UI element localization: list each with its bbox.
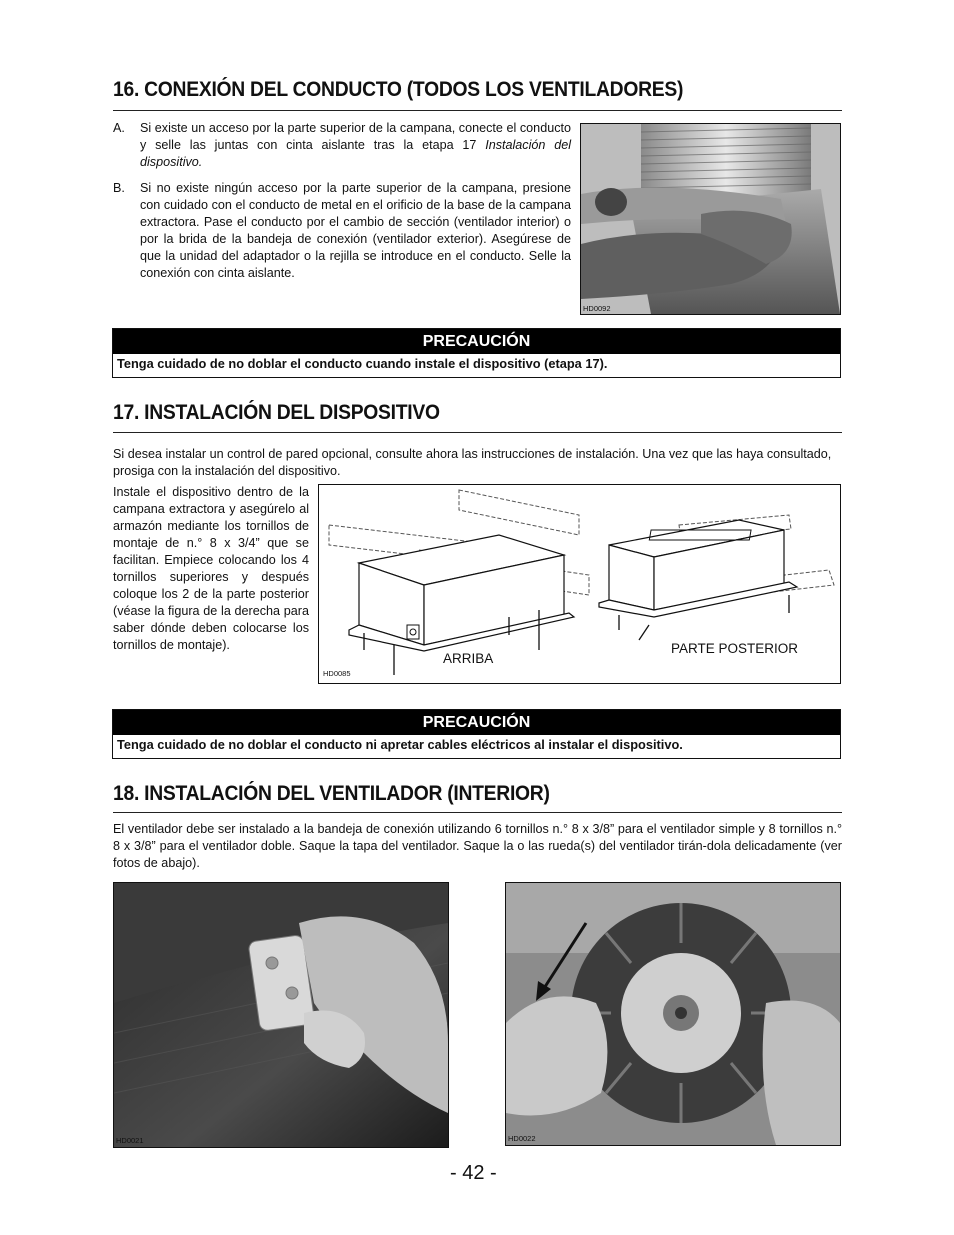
section-17-intro: Si desea instalar un control de pared opcional, consulte ahora las instrucciones de instalación. Una vez que las haya consultado, prosiga con la instalación del dispositivo. xyxy=(113,447,832,478)
item-a-letter: A. xyxy=(113,121,125,135)
caution-text-2: Tenga cuidado de no doblar el conducto ni apretar cables eléctricos al instalar el dispositivo. xyxy=(117,737,683,752)
photo-code-hd0021: HD0021 xyxy=(116,1136,144,1145)
item-b-text: Si no existe ningún acceso por la parte superior de la campana, presione con cuidado con el conducto de metal en el orificio de la base de la campana extractora. Pase el conducto por el cambio de sección (ventilador interior) o por la brida de la bandeja de conexión (ventilador exterior). Asegúrese de que la unidad del adaptador o la rejilla se introduce en el conducto. Selle la conexión con cinta aislante. xyxy=(140,181,571,280)
page-number: - 42 - xyxy=(450,1162,497,1184)
fan-wheel-photo xyxy=(505,882,841,1146)
photo-code-hd0022: HD0022 xyxy=(508,1134,536,1143)
section-18-intro: El ventilador debe ser instalado a la bandeja de conexión utilizando 6 tornillos n.° 8 x 3/8” para el ventilador simple y 8 tornillos n.° 8 x 3/8” para el ventilador doble. Saque la tapa del ventilador. Saque la o las rueda(s) del ventilador tirán-dola delicadamente (ver fotos de abajo). xyxy=(113,822,842,870)
caution-text-1: Tenga cuidado de no doblar el conducto cuando instale el dispositivo (etapa 17). xyxy=(117,356,608,371)
section-16-rule xyxy=(113,110,842,111)
item-a-italic: Instalación del dispositivo. xyxy=(140,138,572,169)
section-17-side-text: Instale el dispositivo dentro de la campana extractora y asegúrelo al armazón mediante los tornillos de montaje de n.° 8 x 3/4” que se facilitan. Empiece colocando los 4 tornillos superiores y después coloque los 2 de la parte posterior (véase la figura de la derecha para saber dónde deben colocarse los tornillos de montaje). xyxy=(113,485,309,652)
photo-code-hd0092: HD0092 xyxy=(583,304,611,313)
duct-tape-illustration xyxy=(581,124,840,314)
section-18-rule xyxy=(113,812,842,813)
section-16-title: 16. CONEXIÓN DEL CONDUCTO (TODOS LOS VENTILADORES) xyxy=(113,78,684,101)
diagram-code-hd0085: HD0085 xyxy=(323,669,351,678)
fan-cover-photo xyxy=(113,882,449,1148)
section-17-title: 17. INSTALACIÓN DEL DISPOSITIVO xyxy=(113,401,440,424)
caution-box-2 xyxy=(112,709,841,759)
mounting-diagram xyxy=(318,484,841,684)
label-parte-posterior: PARTE POSTERIOR xyxy=(671,641,799,656)
item-b-letter: B. xyxy=(113,181,125,195)
fan-wheel-illustration xyxy=(506,883,840,1145)
caution-box-1 xyxy=(112,328,841,378)
caution-header-1: PRECAUCIÓN xyxy=(113,329,840,354)
duct-tape-photo xyxy=(580,123,841,315)
section-18-title: 18. INSTALACIÓN DEL VENTILADOR (INTERIOR) xyxy=(113,782,550,805)
item-a-body: Si existe un acceso por la parte superior de la campana, conecte el conducto y selle las juntas con cinta aislante tras la etapa 17 xyxy=(140,121,571,152)
item-a-text xyxy=(140,120,571,171)
section-17-rule xyxy=(113,432,842,433)
label-arriba: ARRIBA xyxy=(443,651,494,666)
caution-header-2: PRECAUCIÓN xyxy=(113,710,840,735)
fan-cover-illustration xyxy=(114,883,448,1147)
